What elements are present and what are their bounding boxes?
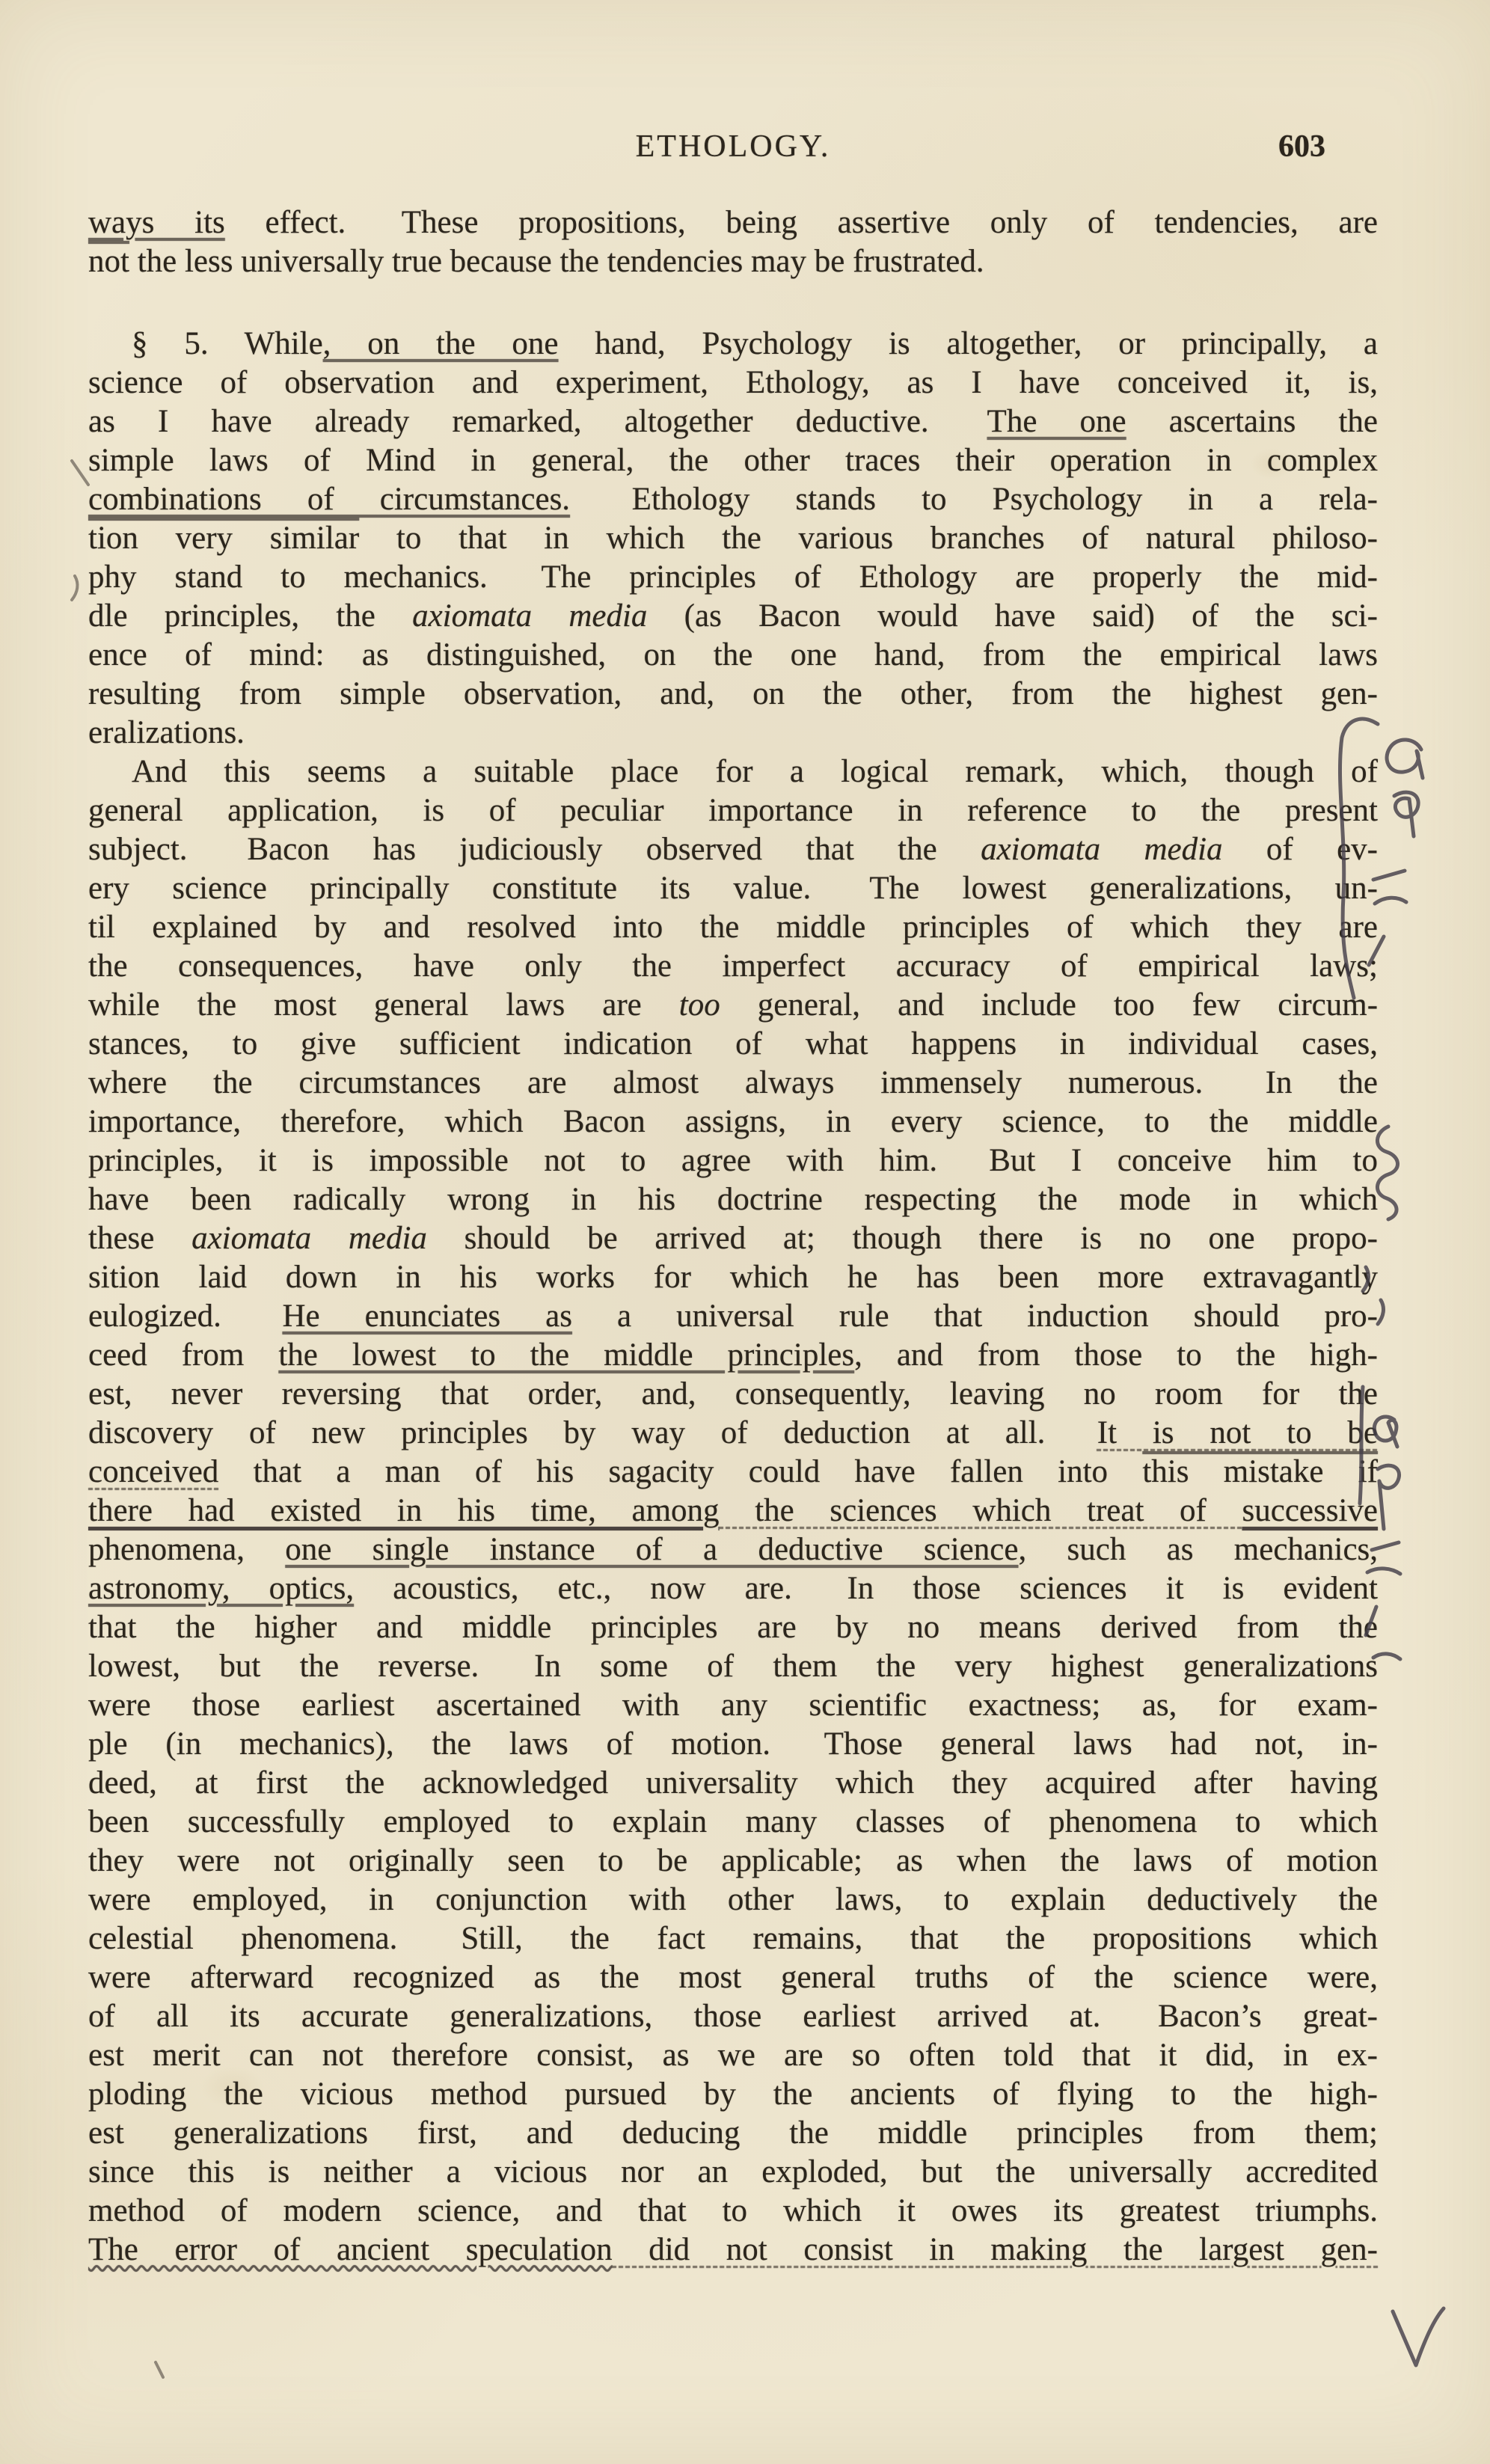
text-line <box>88 2153 1378 2192</box>
text-run: And this seems a suitable place for a logical remark, which, though of <box>132 754 1378 789</box>
text-line <box>88 1180 1378 1219</box>
text-run: discovery of new principles by way of deduction at all. <box>88 1415 1097 1450</box>
text-run: lowest, but the reverse. In some of them the very highest generalizations <box>88 1649 1378 1684</box>
text-line <box>88 1530 1378 1569</box>
pen-stroke <box>1393 2308 1444 2365</box>
pen-scribble-upper-right <box>1387 740 1423 836</box>
text-run: since this is neither a vicious nor an exploded, but the universally accredited <box>88 2154 1378 2189</box>
text-line <box>88 1141 1378 1180</box>
text-run: phenomena, <box>88 1532 286 1567</box>
text-line <box>88 2192 1378 2231</box>
overline-mark-text: $\overline{not}$ <box>88 244 129 279</box>
text-line <box>88 1842 1378 1881</box>
text-line <box>88 1569 1378 1608</box>
text-run: importance, therefore, which Bacon assigns, in every science, to the middle <box>88 1104 1378 1139</box>
text-run: stances, to give sufficient indication of what happens in individual cases, <box>88 1026 1378 1061</box>
pencil-speck-bottom-left <box>156 2362 163 2377</box>
text-run: were afterward recognized as the most general truths of the science were, <box>88 1960 1378 1995</box>
heavy-pen-underline-text: successive <box>1242 1493 1379 1528</box>
text-line <box>88 480 1378 519</box>
text-run: to that in which the various branches of natural philoso- <box>359 521 1378 556</box>
text-line <box>88 830 1378 869</box>
text-run: that a man of his sagacity could have fallen into <box>218 1454 1143 1489</box>
text-line <box>88 1919 1378 1958</box>
text-run: were employed, in conjunction with other laws, to explain deductively the <box>88 1882 1378 1917</box>
pencil-underline-text: The one <box>987 404 1126 439</box>
text-line <box>88 1492 1378 1530</box>
pencil-underline-text: astronomy, optics, <box>88 1571 355 1606</box>
pencil-underline-text: He enunciates as <box>282 1299 572 1334</box>
text-line <box>88 2114 1378 2153</box>
pencil-stroke <box>72 576 77 600</box>
text-run: , and from those to the high- <box>854 1337 1378 1373</box>
text-line <box>88 908 1378 947</box>
pen-stroke <box>1375 898 1406 904</box>
pencil-underline-text: one single instance of a deductive science <box>285 1532 1019 1567</box>
light-dashed-underline-text: did not consist in making the largest gen- <box>612 2232 1379 2267</box>
text-run: simple laws of Mind in general, the other traces their operation in complex <box>88 443 1378 478</box>
wavy-underline-text: The error of ancient speculation <box>88 2232 613 2267</box>
text-run: sition laid down in his works for which he has been more extravagantly <box>88 1260 1378 1295</box>
text-line <box>88 2036 1378 2075</box>
light-dashed-underline-text: It is not to be <box>1097 1415 1378 1450</box>
text-run: til explained by and resolved into the middle principles of which they are <box>88 910 1378 945</box>
text-run: celestial phenomena. Still, the fact remains, that the propositions which <box>88 1921 1378 1956</box>
text-line <box>88 1881 1378 1919</box>
text-line <box>88 1414 1378 1453</box>
paragraph <box>88 753 1378 2270</box>
pen-stroke <box>1378 1465 1399 1529</box>
text-run: have been radically wrong in his doctrine respecting the mode in which <box>88 1182 1378 1217</box>
text-run: hand, Psychology is altogether, or principally, a <box>558 326 1378 361</box>
paragraph <box>88 203 1378 281</box>
text-line <box>88 1997 1378 2036</box>
text-line <box>88 1064 1378 1103</box>
text-run: acoustics, etc., now are. In those sciences it is evident <box>354 1571 1379 1606</box>
text-line <box>88 753 1378 791</box>
text-line <box>88 519 1378 558</box>
text-run: the consequences, have only the imperfect accuracy of empirical laws; <box>88 948 1378 984</box>
text-run: (as Bacon would have said) of the sci- <box>647 598 1378 634</box>
page-header <box>88 129 1378 169</box>
text-line <box>88 1803 1378 1842</box>
text-line <box>88 597 1378 636</box>
text-line <box>88 1375 1378 1414</box>
text-run: ascertains the <box>1126 404 1379 439</box>
text-run: ence of mind: as distinguished, on the one hand, from the empirical laws <box>88 637 1378 672</box>
text-run: subject. Bacon has judiciously observed that the <box>88 832 981 867</box>
text-run: were those earliest ascertained with any scientific exactness; as, for exam- <box>88 1688 1378 1723</box>
text-line <box>88 986 1378 1025</box>
text-line <box>88 1608 1378 1647</box>
text-line <box>88 791 1378 830</box>
text-line <box>88 636 1378 675</box>
pencil-tick-left <box>72 461 88 485</box>
text-line <box>88 2075 1378 2114</box>
pen-scribble-middle-right <box>1377 1127 1397 1219</box>
text-run: deed, at first the acknowledged universality which they acquired after having <box>88 1765 1378 1801</box>
pen-stroke <box>1387 740 1423 778</box>
text-line <box>88 1725 1378 1764</box>
text-line <box>88 869 1378 908</box>
italic-text: axiomata media <box>412 598 648 634</box>
text-run: method of modern science, and that to which it owes its greatest triumphs. <box>88 2193 1378 2228</box>
pencil-stroke <box>72 461 88 485</box>
text-line <box>88 1219 1378 1258</box>
text-run: ery science principally constitute its value. The lowest generalizations, un- <box>88 871 1378 906</box>
pen-stroke <box>1378 1300 1383 1324</box>
text-run: effect. These propositions, being assertive only of tendencies, are <box>224 205 1379 240</box>
page-number: 603 <box>1278 129 1325 164</box>
text-line <box>88 1258 1378 1297</box>
text-run: ple (in mechanics), the laws of motion. Those general laws had not, in- <box>88 1726 1378 1762</box>
light-dashed-underline-text: the sciences which treat of <box>719 1493 1242 1528</box>
text-line <box>88 1103 1378 1141</box>
italic-text: axiomata media <box>191 1221 427 1256</box>
pencil-stroke <box>156 2362 163 2377</box>
text-line <box>88 1647 1378 1686</box>
running-head: ETHOLOGY. <box>635 129 831 164</box>
text-line <box>88 1686 1378 1725</box>
text-run: , such as mechanics, <box>1018 1532 1379 1567</box>
text-run: dle principles, the <box>88 598 413 634</box>
text-run: been successfully employed to explain many classes of phenomena to which <box>88 1804 1378 1839</box>
text-run: where the circumstances are almost always immensely numerous. In the <box>88 1065 1378 1100</box>
pen-stroke <box>1377 1127 1397 1219</box>
overline-mark-text: this mistake if <box>1142 1454 1379 1489</box>
text-run: should be arrived at; though there is no one propo- <box>426 1221 1378 1256</box>
text-line <box>88 947 1378 986</box>
text-run: the less universally true because the tendencies may be frustrated. <box>129 244 984 279</box>
text-line <box>88 1958 1378 1997</box>
text-line <box>88 1336 1378 1375</box>
text-line <box>88 1025 1378 1064</box>
text-run: phy stand to mechanics. The principles of Ethology are properly the mid- <box>88 560 1378 595</box>
text-run: these <box>88 1221 192 1256</box>
text-run: as I have already remarked, altogether deductive. <box>88 404 987 439</box>
pen-stroke <box>1373 871 1405 880</box>
text-run: general, and include too few circum- <box>720 987 1379 1023</box>
text-run: that the higher and middle principles are by no means derived from the <box>88 1610 1378 1645</box>
text-run: § 5. While <box>132 326 323 361</box>
pen-check-bottom-right <box>1393 2308 1444 2365</box>
text-line <box>88 242 1378 281</box>
text-run: est, never reversing that order, and, consequently, leaving no room for the <box>88 1376 1378 1412</box>
text-run: of all its accurate generalizations, those earliest arrived at. Bacon’s great- <box>88 1999 1378 2034</box>
text-line <box>88 714 1378 753</box>
pencil-underline-text: the lowest to the middle principles <box>278 1337 855 1373</box>
light-dashed-underline-text: conceived <box>88 1454 219 1489</box>
text-run: est merit can not therefore consist, as we are so often told that it did, in ex- <box>88 2038 1378 2073</box>
overline-mark-text: tion very similar <box>88 521 360 556</box>
heavy-pen-underline-text: there had existed in his time, among <box>88 1493 720 1528</box>
text-run: while the most general laws are <box>88 987 679 1023</box>
text-run: ploding the vicious method pursued by the ancients of flying to the high- <box>88 2077 1378 2112</box>
text-line <box>88 558 1378 597</box>
pencil-apostrophe-left <box>72 576 77 600</box>
text-line <box>88 2231 1378 2270</box>
text-line <box>88 1297 1378 1336</box>
text-run: eulogized. <box>88 1299 283 1334</box>
text-run: science of observation and experiment, Ethology, as I have conceived it, is, <box>88 365 1378 400</box>
text-run: est generalizations first, and deducing the middle principles from them; <box>88 2115 1378 2151</box>
text-line <box>88 402 1378 441</box>
text-line <box>88 1764 1378 1803</box>
italic-text: too <box>678 987 720 1023</box>
text-line <box>88 325 1378 364</box>
text-line <box>88 441 1378 480</box>
text-run: eralizations. <box>88 715 245 750</box>
text-run: a universal rule that induction should pro- <box>571 1299 1378 1334</box>
text-line <box>88 675 1378 714</box>
text-line <box>88 1453 1378 1492</box>
text-line <box>88 364 1378 402</box>
pencil-underline-text: ways its <box>88 205 225 240</box>
text-run: ceed from <box>88 1337 279 1373</box>
text-run: of ev- <box>1222 832 1379 867</box>
text-run: they were not originally seen to be applicable; as when the laws of motion <box>88 1843 1378 1878</box>
text-run: principles, it is impossible not to agree with him. But I conceive him to <box>88 1143 1378 1178</box>
page-text <box>88 203 1378 2270</box>
pencil-underline-text: , on the one <box>322 326 559 361</box>
text-line <box>88 203 1378 242</box>
pen-stroke <box>1394 792 1418 836</box>
pencil-underline-text: combinations of circumstances. <box>88 482 571 517</box>
italic-text: axiomata media <box>981 832 1223 867</box>
paragraph <box>88 325 1378 753</box>
text-run: general application, is of peculiar importance in reference to the present <box>88 793 1378 828</box>
text-run: resulting from simple observation, and, on the other, from the highest gen- <box>88 676 1378 711</box>
text-run: Ethology stands to Psychology in a rela- <box>570 482 1378 517</box>
